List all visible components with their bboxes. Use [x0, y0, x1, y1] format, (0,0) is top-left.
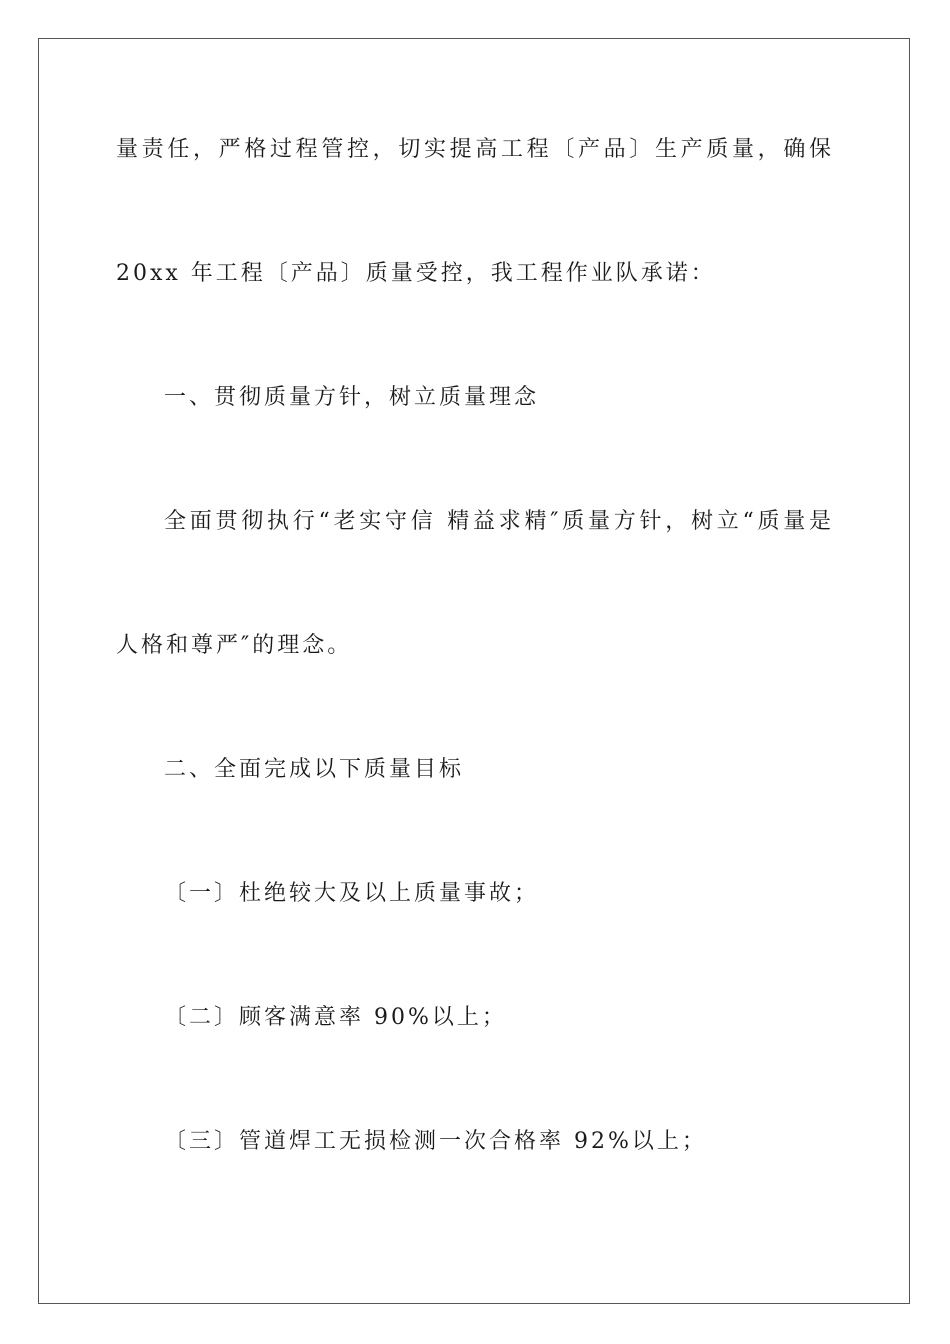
list-item: 〔一〕杜绝较大及以上质量事故； — [164, 881, 540, 906]
paragraph-line: 全面贯彻执行“老实守信 精益求精″质量方针，树立“质量是 — [164, 509, 834, 534]
section-heading: 二、全面完成以下质量目标 — [164, 757, 465, 782]
list-item: 〔三〕管道焊工无损检测一次合格率 92%以上； — [164, 1129, 707, 1154]
paragraph-line: 量责任，严格过程管控，切实提高工程〔产品〕生产质量，确保 — [116, 137, 834, 162]
paragraph-line: 人格和尊严″的理念。 — [116, 633, 353, 658]
paragraph-line: 20xx 年工程〔产品〕质量受控，我工程作业队承诺： — [116, 261, 716, 286]
page-border — [38, 38, 910, 1304]
list-item: 〔二〕顾客满意率 90%以上； — [164, 1005, 507, 1030]
section-heading: 一、贯彻质量方针，树立质量理念 — [164, 385, 540, 410]
